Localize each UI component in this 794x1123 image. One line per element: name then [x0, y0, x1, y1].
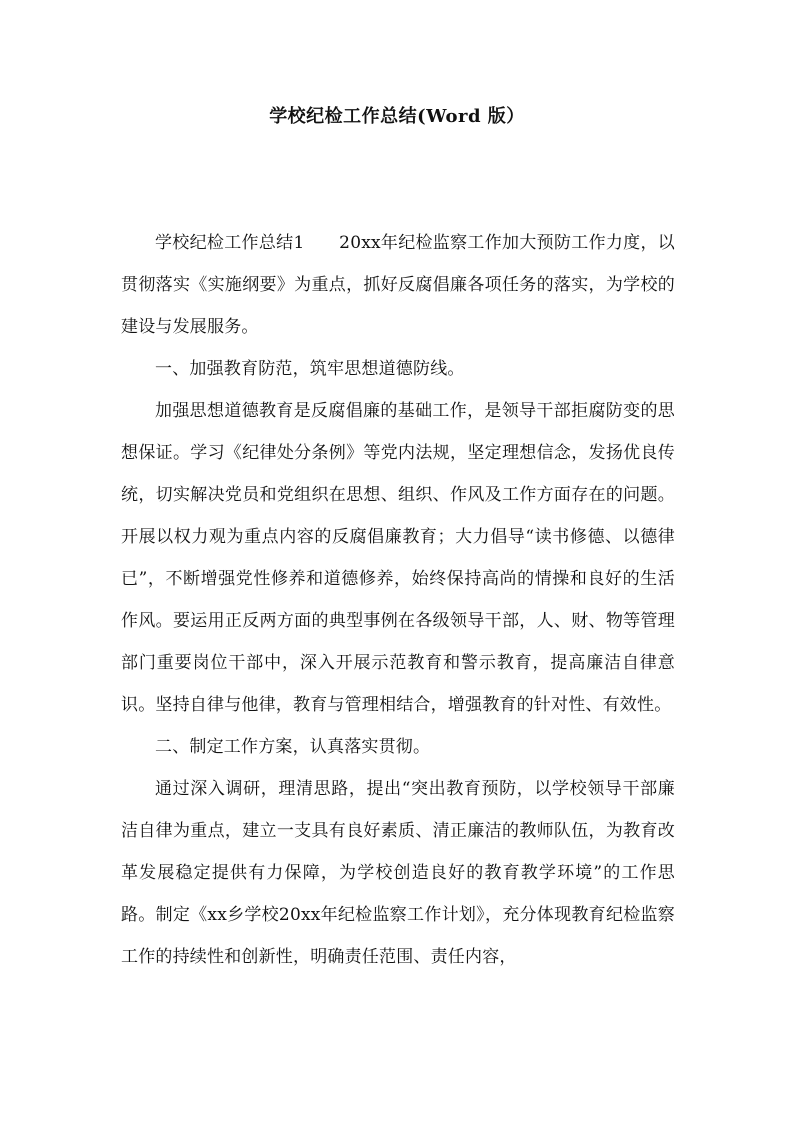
- document-body: [121, 222, 675, 978]
- paragraph-heading-2: 二、制定工作方案，认真落实贯彻。: [155, 737, 431, 757]
- paragraph-education: 加强思想道德教育是反腐倡廉的基础工作，是领导干部拒腐防变的思想保证。学习《纪律处分条例》等党内法规，坚定理想信念，发扬优良传统，切实解决党员和党组织在思想、组织、作风及工作方面存在的问题。开展以权力观为重点内容的反腐倡廉教育；大力倡导“读书修德、以德律已”，不断增强党性修养和道德修养，始终保持高尚的情操和良好的生活作风。要运用正反两方面的典型事例在各级领导干部，人、财、物等管理部门重要岗位干部中，深入开展示范教育和警示教育，提高廉洁自律意识。坚持自律与他律，教育与管理相结合，增强教育的针对性、有效性。: [121, 401, 675, 715]
- paragraph-heading-1: 一、加强教育防范，筑牢思想道德防线。: [155, 359, 465, 379]
- paragraph-intro: 学校纪检工作总结1 20xx年纪检监察工作加大预防工作力度，以贯彻落实《实施纲要》为重点，抓好反腐倡廉各项任务的落实，为学校的建设与发展服务。: [121, 233, 675, 337]
- document-title: 学校纪检工作总结(Word 版）: [269, 106, 525, 127]
- paragraph-plan: 通过深入调研，理清思路，提出“突出教育预防，以学校领导干部廉洁自律为重点，建立一支具有良好素质、清正廉洁的教师队伍，为教育改革发展稳定提供有力保障，为学校创造良好的教育教学环境”的工作思路。制定《xx乡学校20xx年纪检监察工作计划》，充分体现教育纪检监察工作的持续性和创新性，明确责任范围、责任内容，: [121, 779, 675, 967]
